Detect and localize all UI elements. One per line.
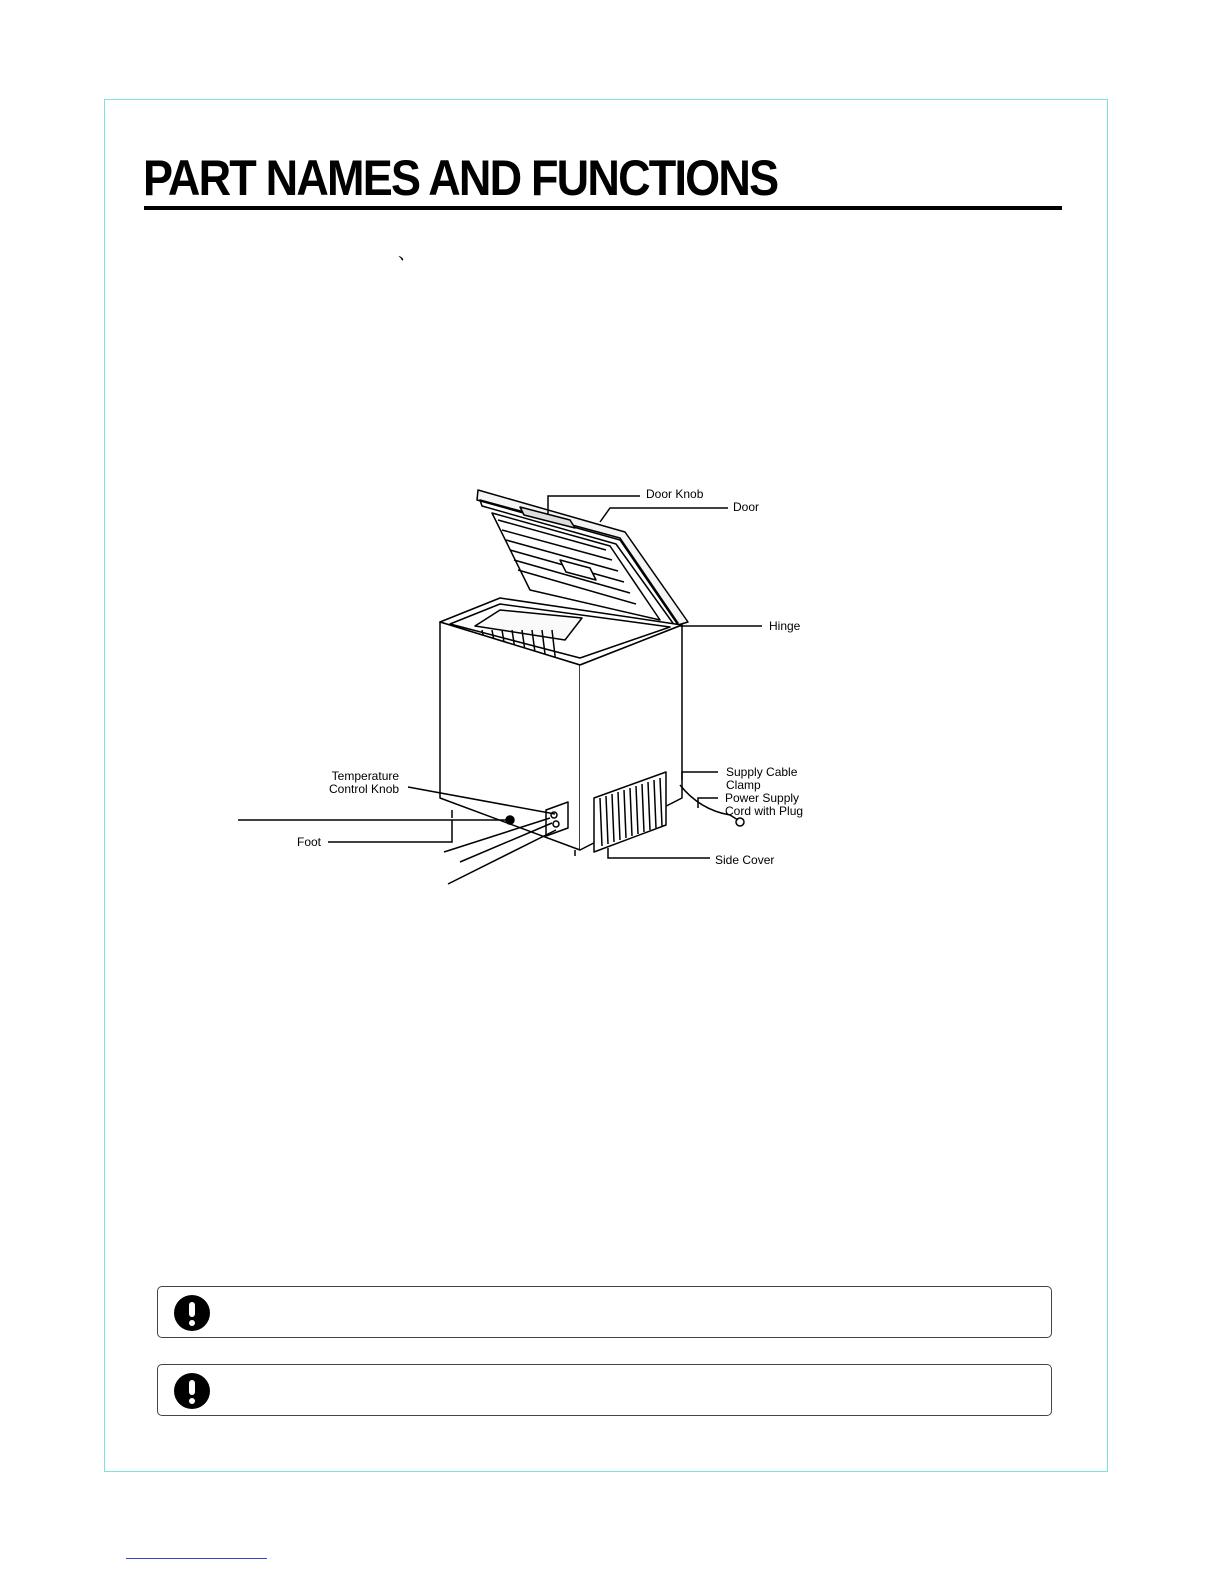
notice-box-2: [157, 1364, 1052, 1416]
page-title: PART NAMES AND FUNCTIONS: [143, 150, 778, 206]
exclamation-circle-icon: [174, 1295, 210, 1331]
callout-hinge: Hinge: [769, 619, 801, 633]
stray-mark: 、: [398, 243, 416, 263]
notice-box-1: [157, 1286, 1052, 1338]
leader-side-cover: [608, 848, 710, 858]
leader-cable-clamp: [682, 772, 718, 780]
leader-door-knob: [548, 496, 640, 514]
title-underline: [144, 206, 1062, 210]
exclamation-circle-icon: [174, 1373, 210, 1409]
callout-power-supply-cord: Power Supply Cord with Plug: [725, 791, 804, 818]
leader-power-cord: [698, 798, 718, 808]
chest-freezer-diagram: [230, 480, 830, 900]
callout-foot: Foot: [297, 835, 322, 849]
leader-foot: [328, 820, 452, 842]
callout-temperature-control-knob: Temperature Control Knob: [329, 769, 400, 796]
callout-door-knob: Door Knob: [646, 487, 704, 501]
footer-link-underline[interactable]: [126, 1558, 267, 1559]
leader-door: [600, 508, 728, 522]
callout-door: Door: [733, 500, 760, 514]
callout-side-cover: Side Cover: [715, 853, 775, 867]
callout-supply-cable-clamp: Supply Cable Clamp: [726, 765, 798, 792]
